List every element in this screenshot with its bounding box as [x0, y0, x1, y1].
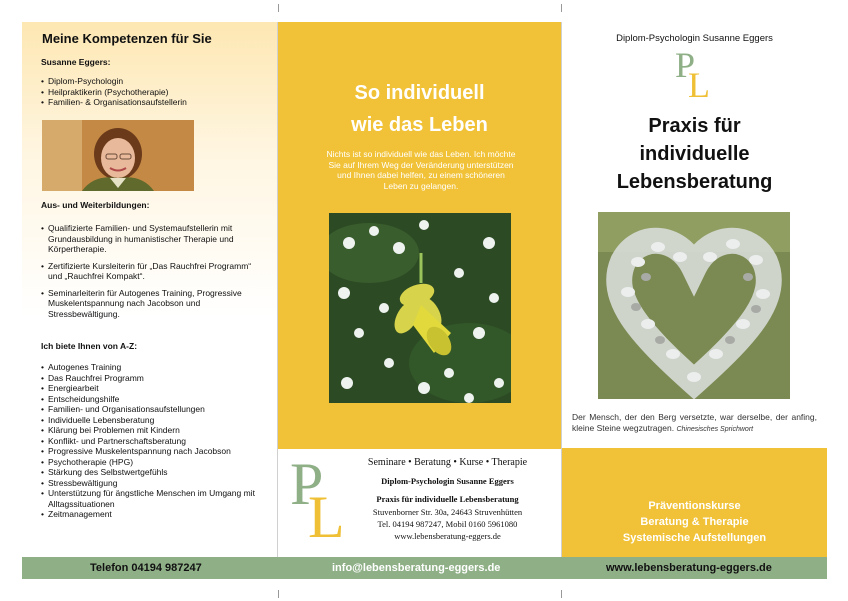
- name-line: Diplom-Psychologin Susanne Eggers: [381, 476, 514, 486]
- list-item: • Entscheidungshilfe: [41, 394, 266, 405]
- band-line: Präventionskurse: [648, 500, 741, 512]
- crop-mark: [278, 590, 279, 598]
- name-label: Susanne Eggers:: [41, 57, 111, 67]
- proverb-text: Der Mensch, der den Berg versetzte, war derselbe, der anfing, kleine Steine wegzutragen.: [572, 412, 817, 433]
- middle-panel: [278, 22, 561, 558]
- address-line: Stuvenborner Str. 30a, 24643 Struvenhütten: [372, 507, 523, 517]
- services-line: Seminare • Beratung • Kurse • Therapie: [367, 457, 528, 468]
- list-item: • Familien- und Organisationsaufstellungen: [41, 404, 266, 415]
- list-item: • Stärkung des Selbstwertgefühls: [41, 467, 266, 478]
- list-item: • Familien- & Organisationsaufstellerin: [41, 97, 266, 108]
- titles-list: [41, 76, 266, 108]
- list-item: • Klärung bei Problemen mit Kindern: [41, 425, 266, 436]
- logo-letter-l: L: [308, 484, 345, 550]
- crop-mark: [278, 4, 279, 12]
- offers-list: [41, 362, 266, 520]
- list-item: • Progressive Muskelentspannung nach Jacobson: [41, 446, 266, 457]
- stone-heart-photo: [598, 212, 790, 399]
- proverb: [572, 412, 817, 435]
- list-item: • Qualifizierte Familien- und Systemaufstellerin mit Grundausbildung in humanistischer Therapie und Körpertherapie.: [41, 223, 266, 255]
- headline-line-2: wie das Leben: [351, 114, 488, 136]
- footer-web[interactable]: www.lebensberatung-eggers.de: [606, 562, 772, 574]
- web-line[interactable]: www.lebensberatung-eggers.de: [394, 531, 501, 541]
- footer-email[interactable]: info@lebensberatung-eggers.de: [332, 562, 501, 574]
- practice-line: Praxis für individuelle Lebensberatung: [376, 494, 519, 504]
- competence-heading: Meine Kompetenzen für Sie: [42, 31, 212, 46]
- services-band: [562, 448, 827, 558]
- list-item: • Diplom-Psychologin: [41, 76, 266, 87]
- education-list: [41, 223, 266, 325]
- cover-title-line: individuelle: [639, 143, 750, 165]
- logo-letter-p: P: [290, 451, 324, 517]
- band-line: Systemische Aufstellungen: [622, 532, 767, 544]
- list-item: • Psychotherapie (HPG): [41, 457, 266, 468]
- portrait-photo: [42, 120, 194, 191]
- phone-line: Tel. 04194 987247, Mobil 0160 5961080: [377, 519, 518, 529]
- list-item: • Individuelle Lebensberatung: [41, 415, 266, 426]
- band-line: Beratung & Therapie: [640, 516, 749, 528]
- cover-title-line: Praxis für: [648, 115, 741, 137]
- crop-mark: [561, 590, 562, 598]
- crop-mark: [561, 4, 562, 12]
- contact-box: [278, 449, 561, 558]
- list-item: • Stressbewältigung: [41, 478, 266, 489]
- cover-title: [562, 112, 827, 196]
- list-item: • Unterstützung für ängstliche Menschen im Umgang mit Alltagssituationen: [41, 488, 266, 509]
- list-item: • Zeitmanagement: [41, 509, 266, 520]
- list-item: • Energiearbeit: [41, 383, 266, 394]
- logo-letter-p: P: [675, 45, 696, 85]
- list-item: • Zertifizierte Kursleiterin für „Das Rauchfrei Programm“ und „Rauchfrei Kompakt“.: [41, 261, 266, 282]
- cover-title-line: Lebensberatung: [616, 171, 773, 193]
- daffodil-photo: [329, 213, 511, 403]
- headline-line-1: So individuell: [354, 82, 485, 104]
- proverb-source: Chinesisches Sprichwort: [676, 425, 754, 433]
- footer-phone: Telefon 04194 987247: [90, 562, 202, 574]
- list-item: • Das Rauchfrei Programm: [41, 373, 266, 384]
- intro-text: Nichts ist so individuell wie das Leben. Ich möchte Sie auf Ihrem Weg der Veränderung unterstützen und Ihnen dabei helfen, zu einem schöneren Leben zu gelangen.: [326, 149, 516, 191]
- education-heading: Aus- und Weiterbildungen:: [41, 200, 150, 210]
- left-panel: [22, 22, 277, 558]
- logo-letter-l: L: [688, 65, 710, 105]
- list-item: • Heilpraktikerin (Psychotherapie): [41, 87, 266, 98]
- list-item: • Konflikt- und Partnerschaftsberatung: [41, 436, 266, 447]
- list-item: • Seminarleiterin für Autogenes Training, Progressive Muskelentspannung nach Jacobson und Stressbewältigung.: [41, 288, 266, 320]
- name-line: Diplom-Psychologin Susanne Eggers: [616, 33, 773, 44]
- list-item: • Autogenes Training: [41, 362, 266, 373]
- offer-heading: Ich biete Ihnen von A-Z:: [41, 341, 138, 351]
- right-panel: [562, 22, 827, 558]
